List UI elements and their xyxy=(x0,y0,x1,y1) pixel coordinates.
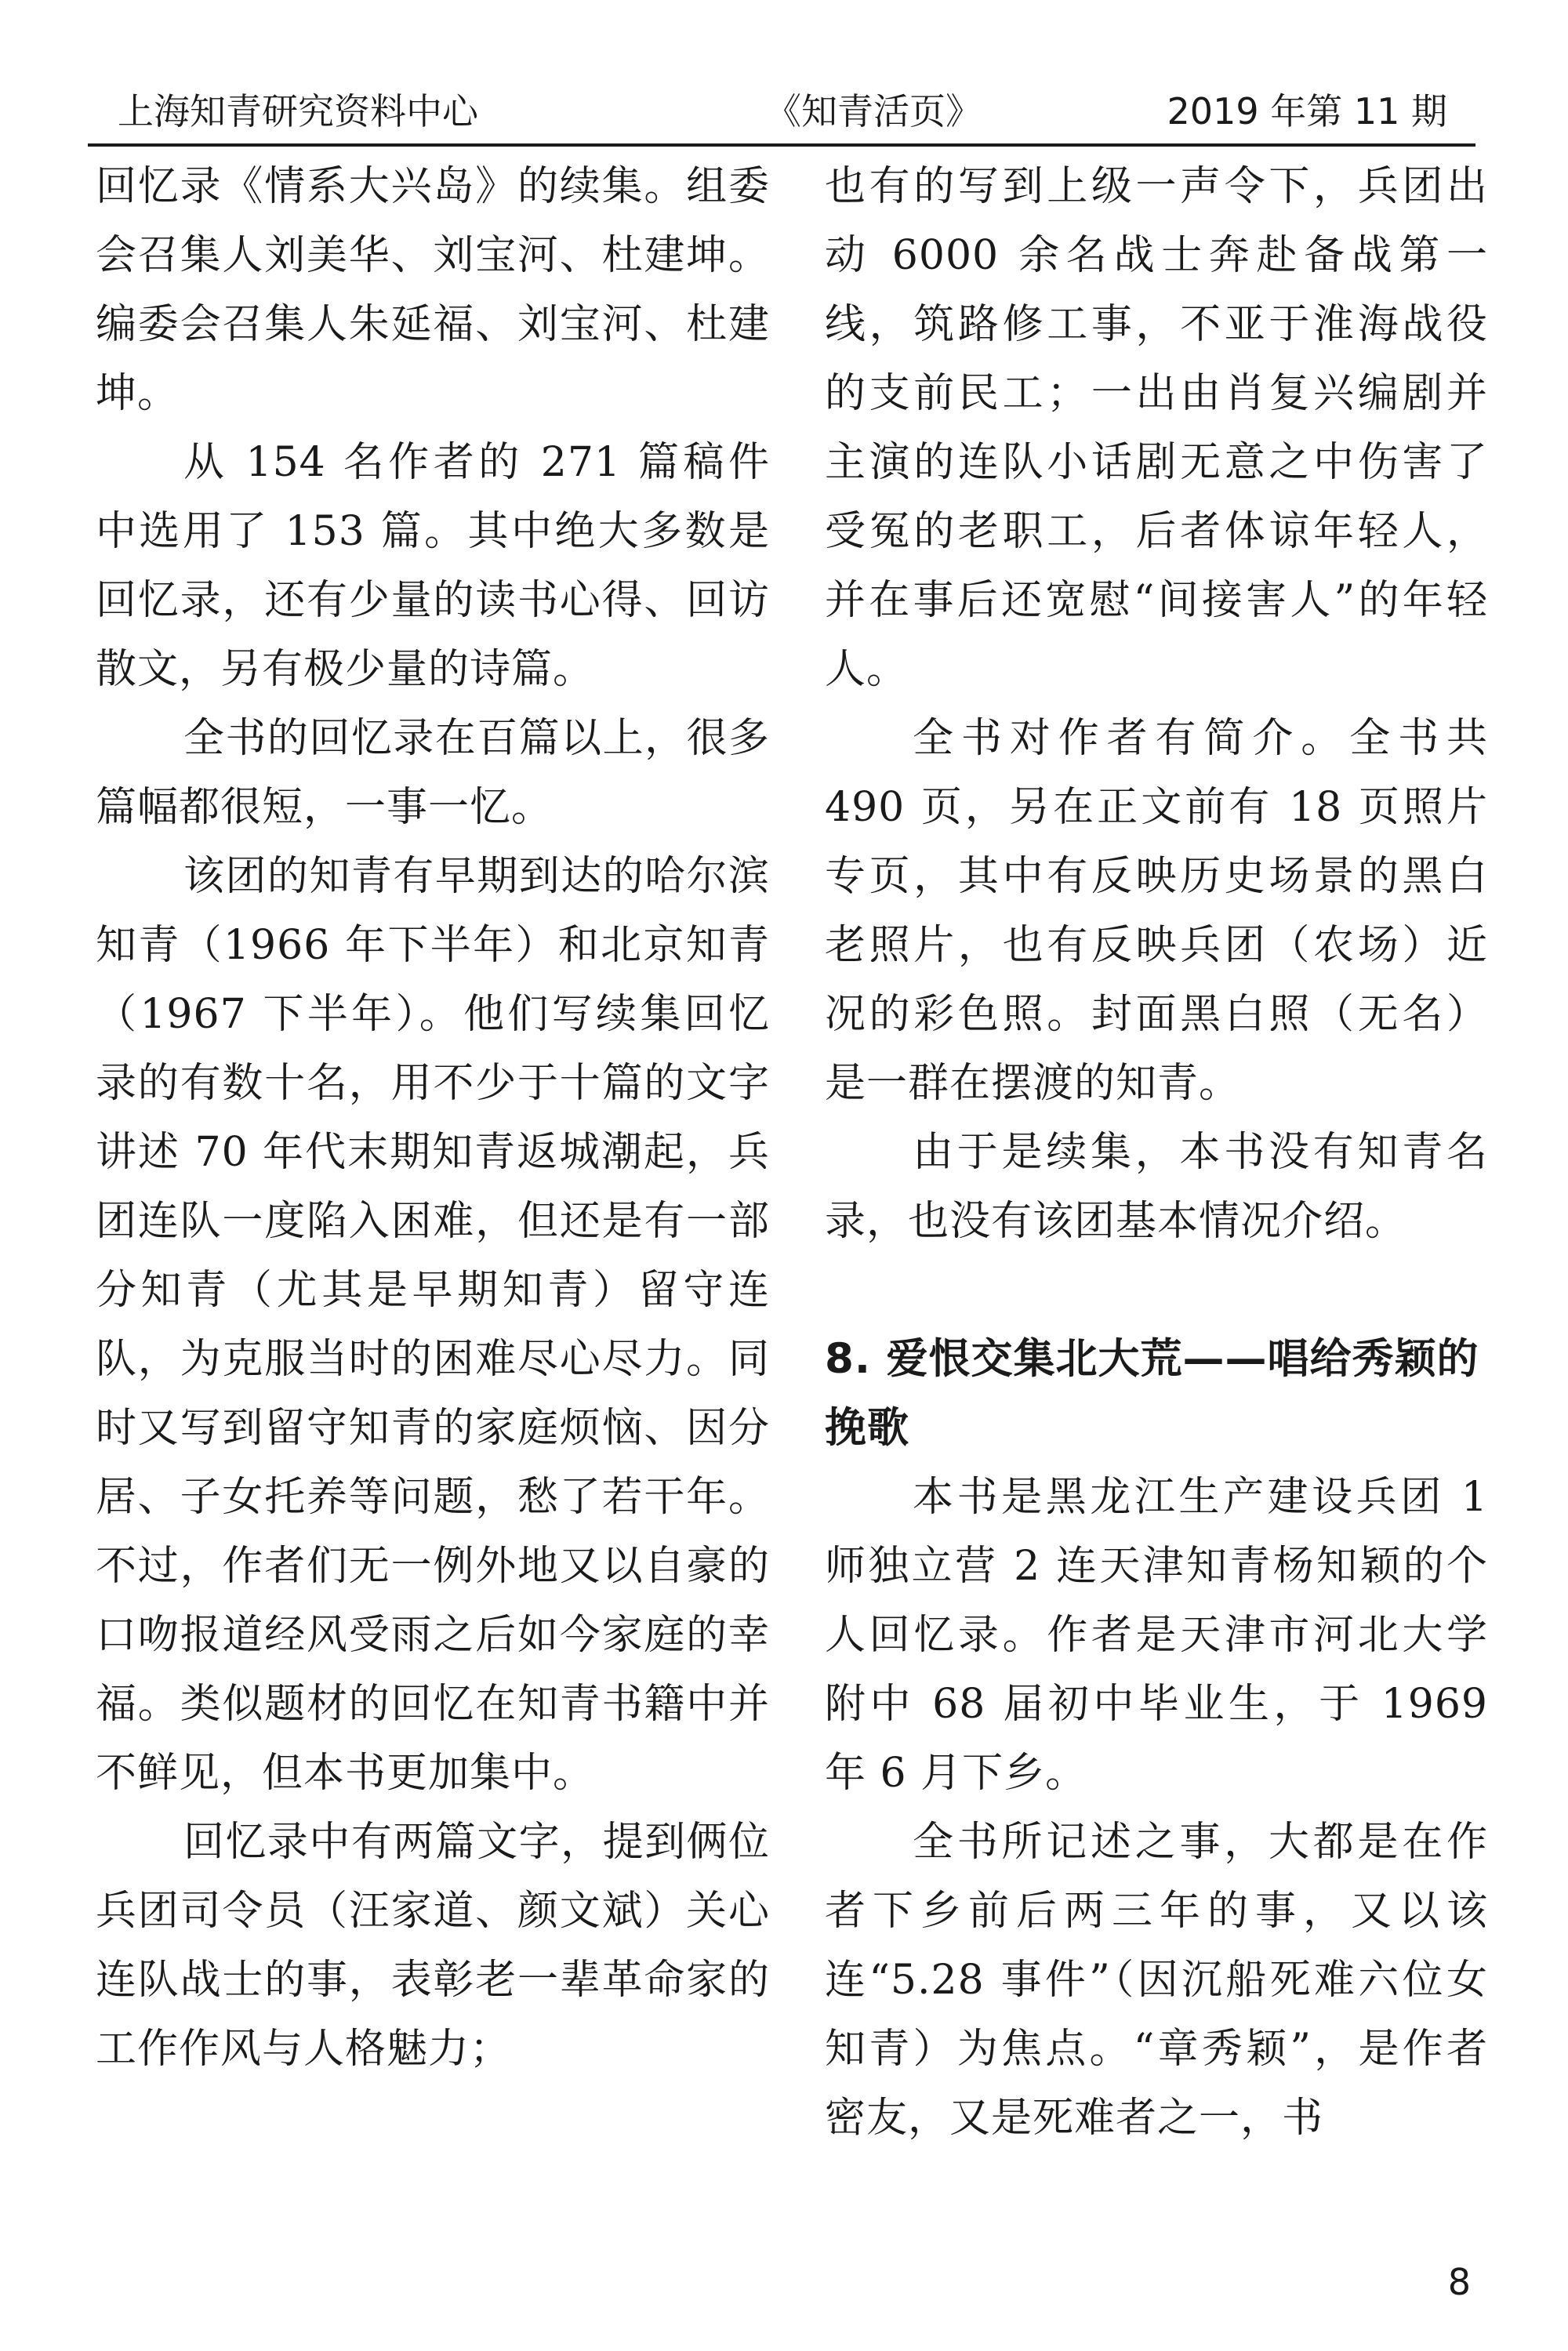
header-publication-title: 《知青活页》 xyxy=(765,90,982,132)
header-issue: 2019 年第 11 期 xyxy=(1167,90,1447,132)
body-paragraph: 从 154 名作者的 271 篇稿件中选用了 153 篇。其中绝大多数是回忆录，还有少量的读书心得、回访散文，另有极少量的诗篇。 xyxy=(96,439,770,693)
left-column xyxy=(96,152,770,2084)
section-spacer xyxy=(825,1256,1488,1325)
body-paragraph: 由于是续集，本书没有知青名录，也没有该团基本情况介绍。 xyxy=(825,1129,1488,1245)
right-column xyxy=(825,152,1488,2153)
page-number: 8 xyxy=(1447,2261,1471,2303)
body-paragraph: 全书的回忆录在百篇以上，很多篇幅都很短，一事一忆。 xyxy=(96,715,770,831)
section-heading: 8. 爱恨交集北大荒——唱给秀颖的挽歌 xyxy=(825,1335,1479,1452)
header-rule xyxy=(88,143,1475,147)
body-paragraph: 全书对作者有简介。全书共 490 页，另在正文前有 18 页照片专页，其中有反映历史场景的黑白老照片，也有反映兵团（农场）近况的彩色照。封面黑白照（无名）是一群在摆渡的知青。 xyxy=(825,715,1488,1107)
running-header xyxy=(97,78,1471,141)
header-publisher: 上海知青研究资料中心 xyxy=(118,90,478,132)
body-paragraph: 也有的写到上级一声令下，兵团出动 6000 余名战士奔赴备战第一线，筑路修工事，不亚于淮海战役的支前民工；一出由肖复兴编剧并主演的连队小话剧无意之中伤害了受冤的老职工，后者体谅年轻人，并在事后还宽慰“间接害人”的年轻人。 xyxy=(825,163,1488,693)
body-paragraph: 本书是黑龙江生产建设兵团 1 师独立营 2 连天津知青杨知颖的个人回忆录。作者是天津市河北大学附中 68 届初中毕业生，于 1969 年 6 月下乡。 xyxy=(825,1474,1488,1797)
body-paragraph: 该团的知青有早期到达的哈尔滨知青（1966 年下半年）和北京知青（1967 下半年）。他们写续集回忆录的有数十名，用不少于十篇的文字讲述 70 年代末期知青返城潮起，兵团连队一度陷入困难，但还是有一部分知青（尤其是早期知青）留守连队，为克服当时的困难尽心尽力。同时又写到留守知青的家庭烦恼、因分居、子女托养等问题，愁了若干年。不过，作者们无一例外地又以自豪的口吻报道经风受雨之后如今家庭的幸福。类似题材的回忆在知青书籍中并不鲜见，但本书更加集中。 xyxy=(96,853,770,1797)
body-paragraph: 回忆录中有两篇文字，提到俩位兵团司令员（汪家道、颜文斌）关心连队战士的事，表彰老一辈革命家的工作作风与人格魅力； xyxy=(96,1819,770,2073)
body-paragraph: 回忆录《情系大兴岛》的续集。组委会召集人刘美华、刘宝河、杜建坤。编委会召集人朱延福、刘宝河、杜建坤。 xyxy=(96,163,770,417)
body-paragraph: 全书所记述之事，大都是在作者下乡前后两三年的事，又以该连“5.28 事件”（因沉船死难六位女知青）为焦点。“章秀颖”，是作者密友，又是死难者之一，书 xyxy=(825,1819,1488,2142)
